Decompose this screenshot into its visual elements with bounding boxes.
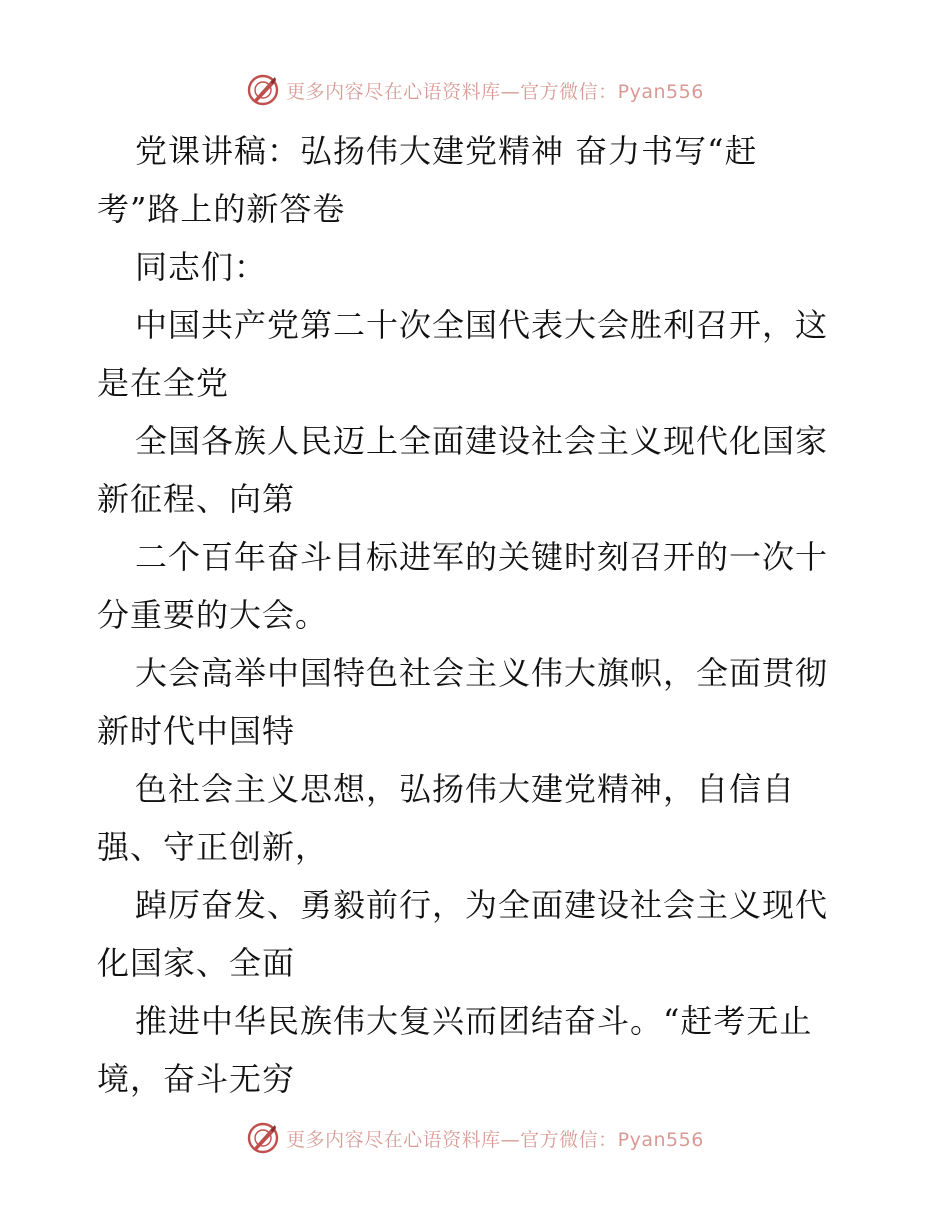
header-banner-text: 更多内容尽在心语资料库—官方微信：Pyan556 — [286, 80, 704, 103]
paragraph-line: 新征程、向第 — [97, 480, 296, 518]
paragraph-line: 大会高举中国特色社会主义伟大旗帜，全面贯彻 — [135, 654, 829, 692]
document-body — [97, 122, 857, 1108]
salutation: 同志们： — [135, 248, 268, 286]
paragraph-line: 新时代中国特 — [97, 712, 296, 750]
header-banner — [0, 70, 950, 110]
paragraph-line: 中国共产党第二十次全国代表大会胜利召开，这 — [135, 306, 829, 344]
title-line-1: 党课讲稿：弘扬伟大建党精神 奋力书写“赶 — [135, 132, 758, 170]
paragraph-line: 分重要的大会。 — [97, 596, 329, 634]
paragraph-line: 强、守正创新， — [97, 828, 329, 866]
quill-logo-icon — [246, 1121, 280, 1155]
paragraph-line: 推进中华民族伟大复兴而团结奋斗。“赶考无止 — [135, 1002, 813, 1040]
quill-logo-icon — [246, 73, 280, 107]
paragraph-line: 全国各族人民迈上全面建设社会主义现代化国家 — [135, 422, 829, 460]
paragraph-line: 色社会主义思想，弘扬伟大建党精神，自信自 — [135, 770, 796, 808]
paragraph-line: 二个百年奋斗目标进军的关键时刻召开的一次十 — [135, 538, 829, 576]
footer-banner — [0, 1118, 950, 1158]
paragraph-line: 是在全党 — [97, 364, 230, 402]
paragraph-line: 化国家、全面 — [97, 944, 296, 982]
paragraph-line: 踔厉奋发、勇毅前行，为全面建设社会主义现代 — [135, 886, 829, 924]
title-line-2: 考”路上的新答卷 — [97, 190, 346, 228]
paragraph-line: 境，奋斗无穷 — [97, 1060, 296, 1098]
footer-banner-text: 更多内容尽在心语资料库—官方微信：Pyan556 — [286, 1128, 704, 1151]
